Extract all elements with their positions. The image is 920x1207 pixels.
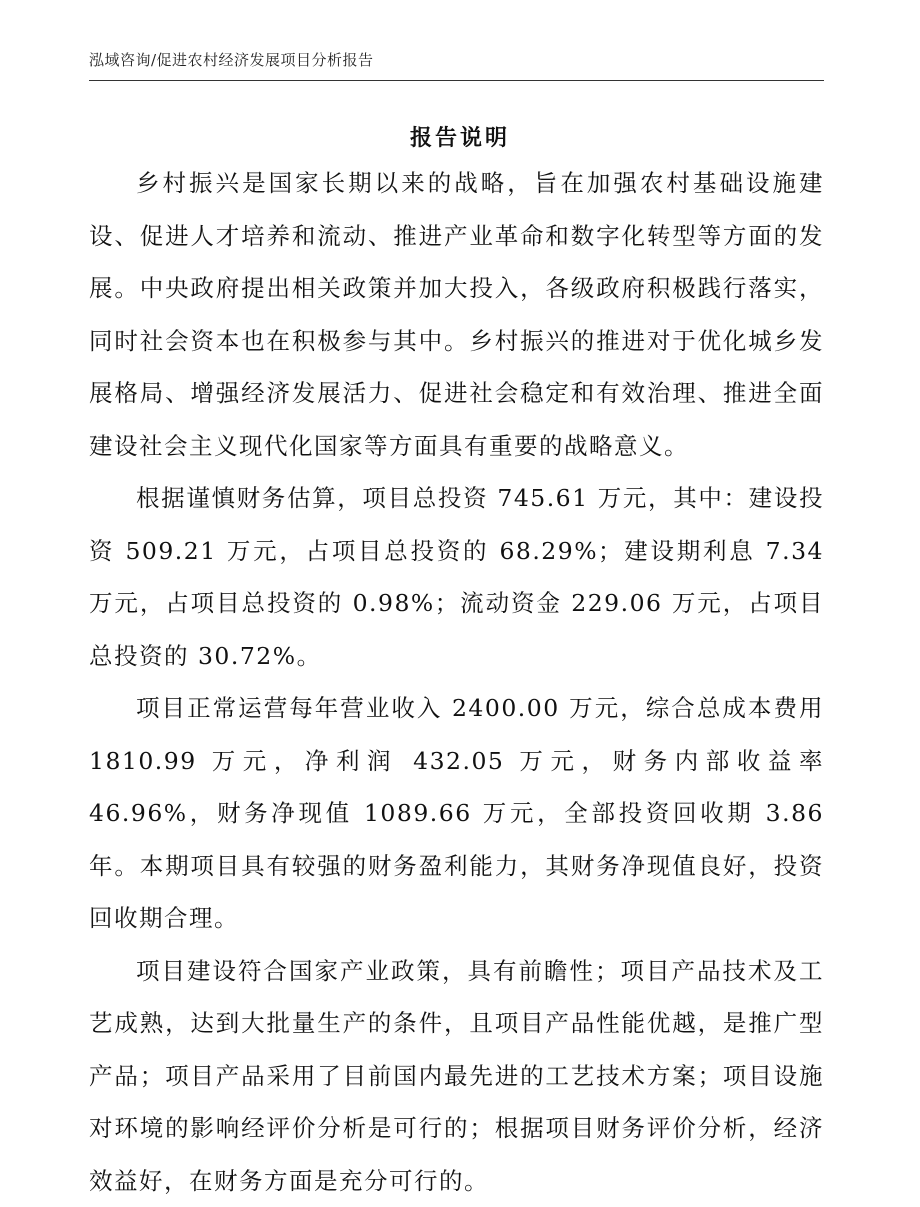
- paragraph-investment-estimate: 根据谨慎财务估算，项目总投资 745.61 万元，其中：建设投资 509.21 万元，占项目总投资的 68.29%；建设期利息 7.34 万元，占项目总投资的 0.98%；流动资金 229.06 万元，占项目总投资的 30.72%。: [89, 472, 824, 682]
- running-header: 泓域咨询/促进农村经济发展项目分析报告: [89, 50, 374, 70]
- header-divider: [89, 80, 824, 81]
- paragraph-feasibility-conclusion: 项目建设符合国家产业政策，具有前瞻性；项目产品技术及工艺成熟，达到大批量生产的条件，且项目产品性能优越，是推广型产品；项目产品采用了目前国内最先进的工艺技术方案；项目设施对环境的影响经评价分析是可行的；根据项目财务评价分析，经济效益好，在财务方面是充分可行的。: [89, 945, 824, 1207]
- paragraph-operating-revenue: 项目正常运营每年营业收入 2400.00 万元，综合总成本费用 1810.99 万元，净利润 432.05 万元，财务内部收益率 46.96%，财务净现值 1089.66 万元，全部投资回收期 3.86 年。本期项目具有较强的财务盈利能力，其财务净现值良好，投资回收期合理。: [89, 682, 824, 945]
- paragraph-rural-revitalization: 乡村振兴是国家长期以来的战略，旨在加强农村基础设施建设、促进人才培养和流动、推进产业革命和数字化转型等方面的发展。中央政府提出相关政策并加大投入，各级政府积极践行落实，同时社会资本也在积极参与其中。乡村振兴的推进对于优化城乡发展格局、增强经济发展活力、促进社会稳定和有效治理、推进全面建设社会主义现代化国家等方面具有重要的战略意义。: [89, 157, 824, 472]
- body-text: [89, 157, 824, 1207]
- section-title: 报告说明: [0, 124, 920, 152]
